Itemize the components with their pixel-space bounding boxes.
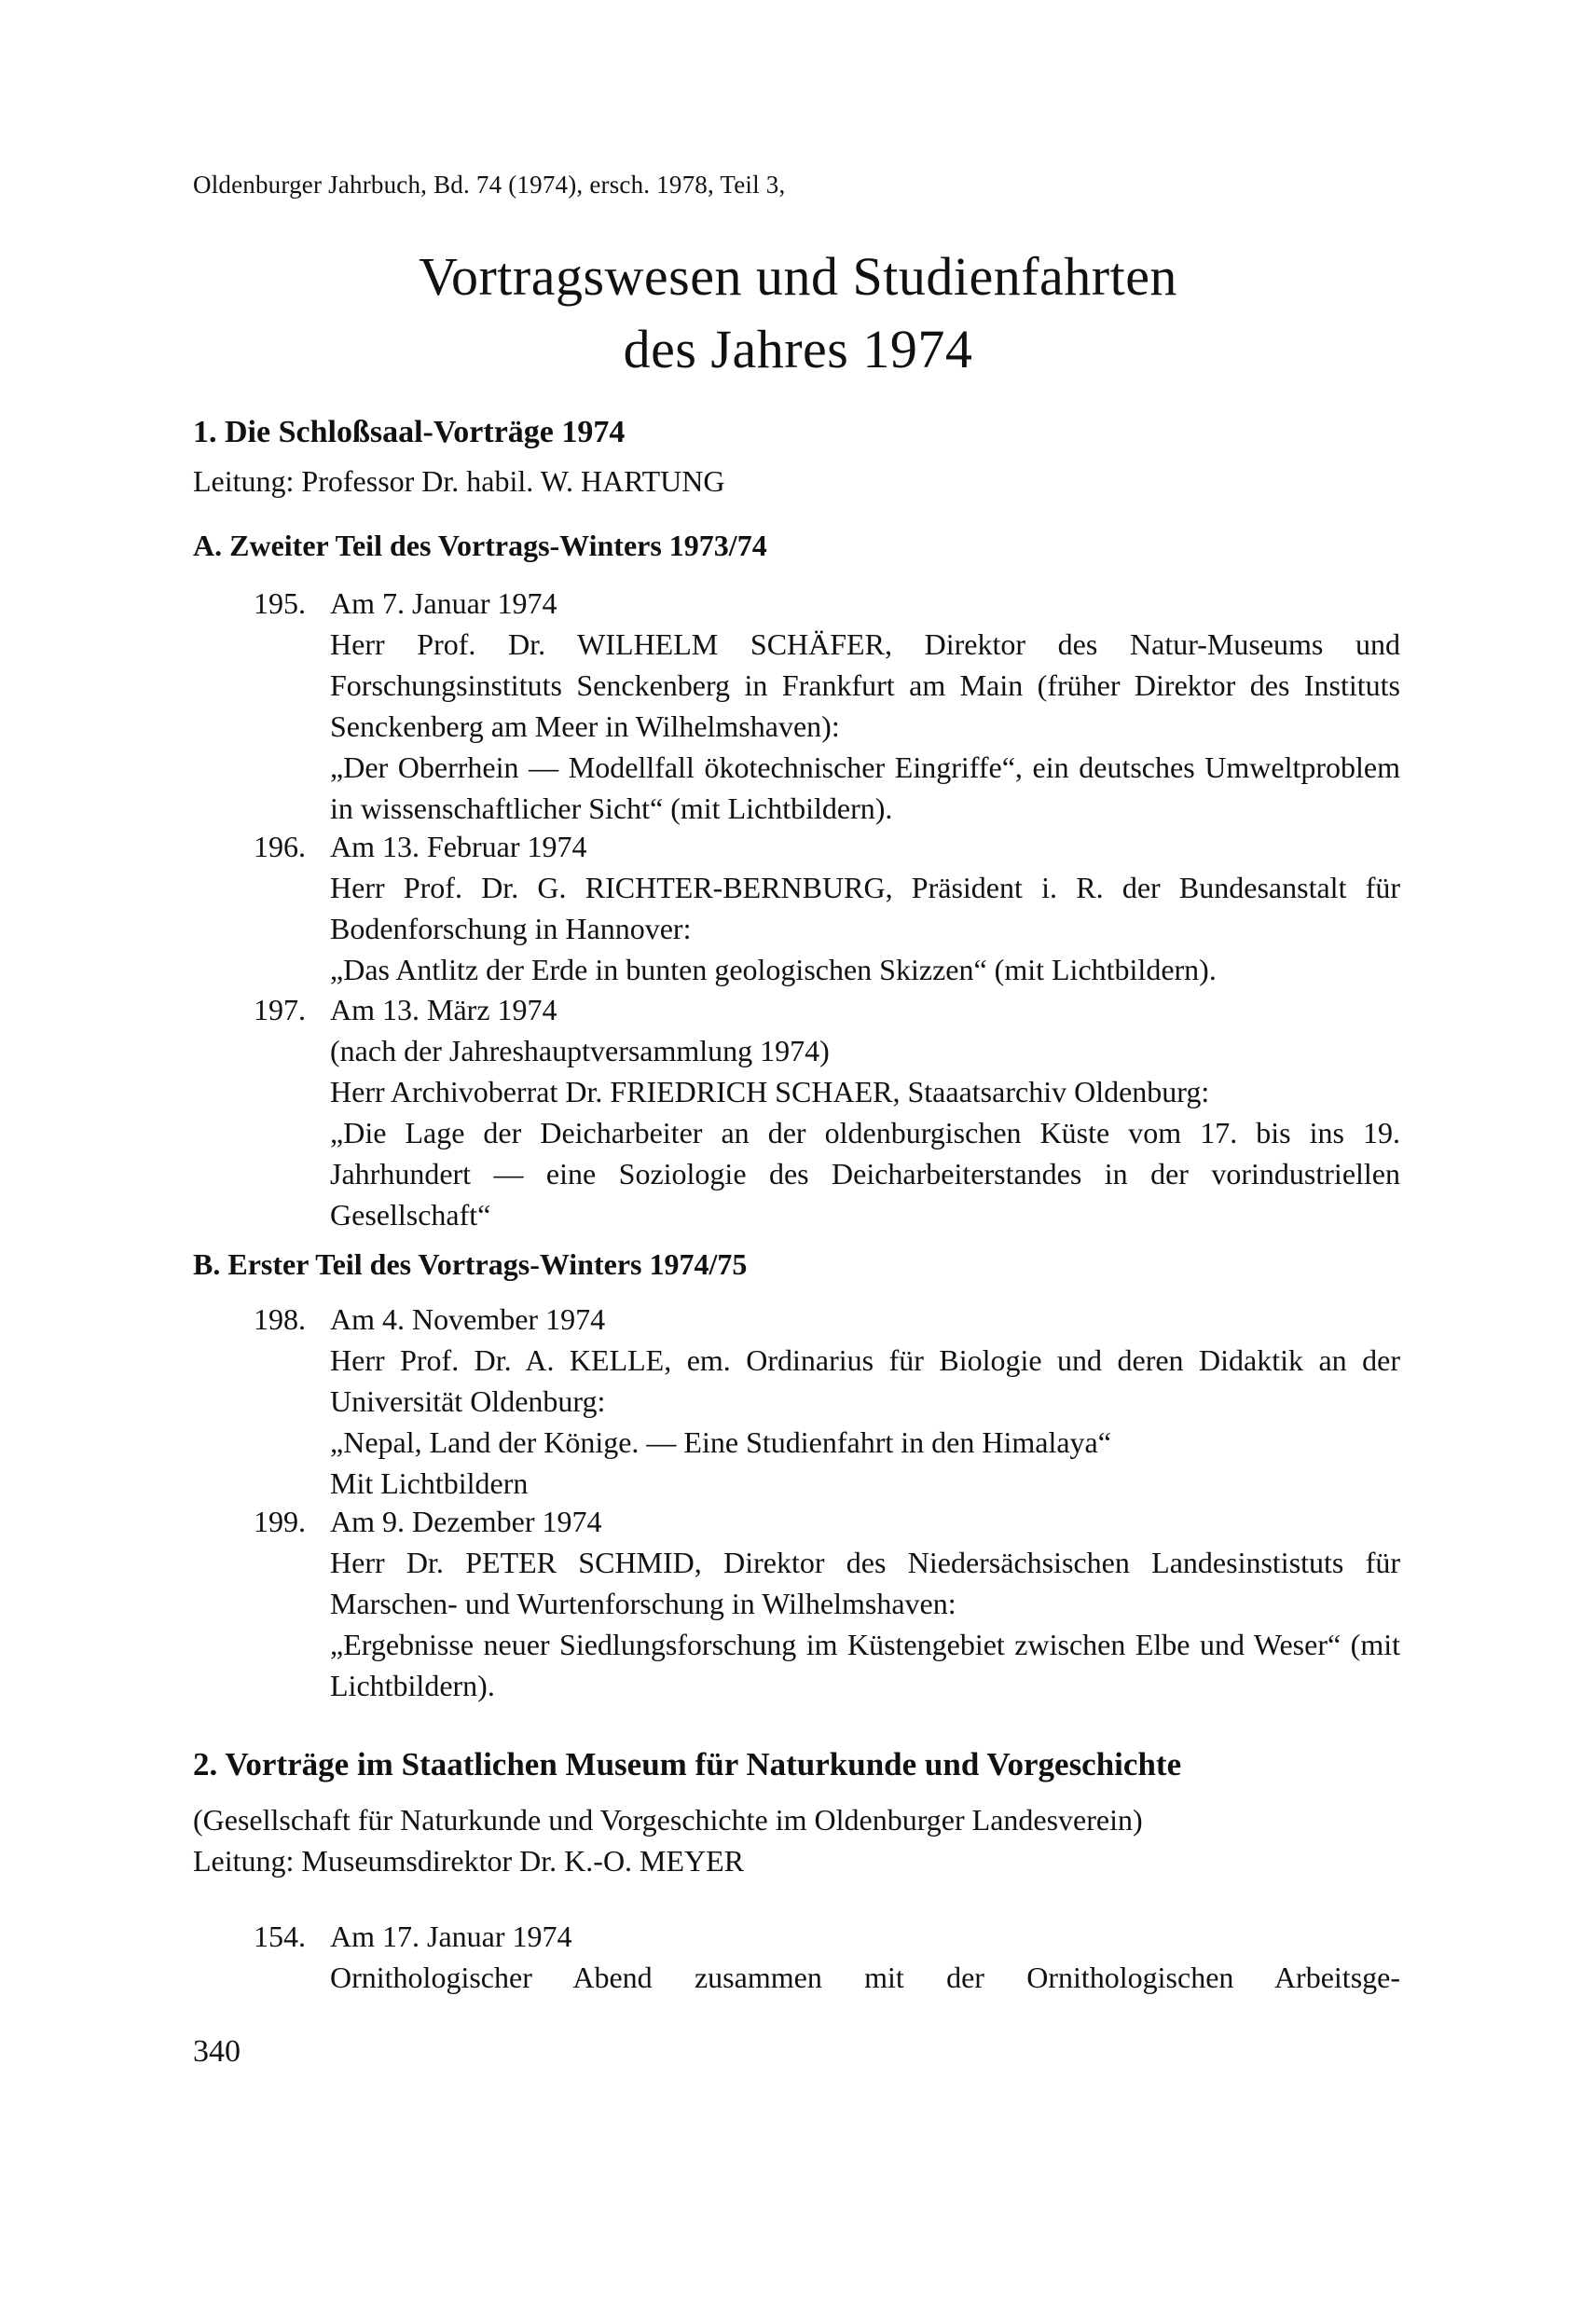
entry-date: Am 4. November 1974 xyxy=(330,1302,606,1336)
entry-line: Herr Prof. Dr. WILHELM SCHÄFER, Direktor des Natur-Museums und Forschungsinstituts Senckenberg in Frankfurt am Main (früher Direktor des Instituts Senckenberg am Meer in Wilhelmshaven): xyxy=(330,627,1400,743)
section-2-heading: 2. Vorträge im Staatlichen Museum für Naturkunde und Vorgeschichte xyxy=(193,1746,1182,1782)
entry-date: Am 17. Januar 1974 xyxy=(330,1920,572,1953)
entry-date: Am 7. Januar 1974 xyxy=(330,586,557,620)
entry-body xyxy=(330,1030,1400,1235)
entry-line: Mit Lichtbildern xyxy=(330,1466,529,1500)
page-title xyxy=(0,241,1596,386)
entry-number: 198. xyxy=(254,1302,306,1336)
entry-body xyxy=(330,1542,1400,1706)
title-line-2: des Jahres 1974 xyxy=(623,319,973,379)
entry-body xyxy=(330,1957,1400,1998)
entry-line: „Der Oberrhein — Modellfall ökotechnischer Eingriffe“, ein deutsches Umweltproblem in wissenschaftlicher Sicht“ (mit Lichtbildern). xyxy=(330,750,1400,825)
page-number: 340 xyxy=(193,2034,241,2069)
entry-154 xyxy=(254,1916,1400,1998)
entry-body xyxy=(330,1340,1400,1504)
section-2-sub: (Gesellschaft für Naturkunde und Vorgeschichte im Oldenburger Landesverein) xyxy=(193,1803,1143,1837)
entry-line: „Die Lage der Deicharbeiter an der oldenburgischen Küste vom 17. bis ins 19. Jahrhundert — eine Soziologie des Deicharbeiterstandes in der vorindustriellen Gesellschaft“ xyxy=(330,1116,1400,1232)
entry-line: Herr Archivoberrat Dr. FRIEDRICH SCHAER, Staaatsarchiv Oldenburg: xyxy=(330,1075,1210,1108)
entry-197 xyxy=(254,989,1400,1235)
entry-199 xyxy=(254,1501,1400,1706)
entry-line: (nach der Jahreshauptversammlung 1974) xyxy=(330,1034,830,1067)
entry-line: „Das Antlitz der Erde in bunten geologischen Skizzen“ (mit Lichtbildern). xyxy=(330,953,1217,986)
entry-198 xyxy=(254,1299,1400,1504)
entry-number: 197. xyxy=(254,993,306,1026)
entry-body xyxy=(330,624,1400,829)
entry-date: Am 13. März 1974 xyxy=(330,993,557,1026)
entry-number: 196. xyxy=(254,830,306,863)
entry-line: „Ergebnisse neuer Siedlungsforschung im Küstengebiet zwischen Elbe und Weser“ (mit Lichtbildern). xyxy=(330,1628,1400,1702)
entry-date: Am 9. Dezember 1974 xyxy=(330,1505,602,1538)
entry-195 xyxy=(254,583,1400,829)
section-1-heading: 1. Die Schloßsaal-Vorträge 1974 xyxy=(193,415,626,449)
section-2-lead: Leitung: Museumsdirektor Dr. K.-O. MEYER xyxy=(193,1844,745,1878)
entry-196 xyxy=(254,826,1400,990)
entry-line: Herr Dr. PETER SCHMID, Direktor des Niedersächsischen Landesinstistuts für Marschen- und Wurtenforschung in Wilhelmshaven: xyxy=(330,1546,1400,1620)
entry-body xyxy=(330,867,1400,990)
entry-line: „Nepal, Land der Könige. — Eine Studienfahrt in den Himalaya“ xyxy=(330,1425,1111,1459)
entry-line: Ornithologischer Abend zusammen mit der Ornithologischen Arbeitsge- xyxy=(330,1961,1400,1994)
section-1-lead: Leitung: Professor Dr. habil. W. HARTUNG xyxy=(193,464,725,498)
running-header: Oldenburger Jahrbuch, Bd. 74 (1974), ersch. 1978, Teil 3, xyxy=(193,171,786,199)
title-line-1: Vortragswesen und Studienfahrten xyxy=(419,246,1177,307)
entry-number: 154. xyxy=(254,1920,306,1953)
entry-number: 195. xyxy=(254,586,306,620)
part-a-heading: A. Zweiter Teil des Vortrags-Winters 1973/74 xyxy=(193,529,767,562)
entry-date: Am 13. Februar 1974 xyxy=(330,830,587,863)
part-b-heading: B. Erster Teil des Vortrags-Winters 1974/75 xyxy=(193,1247,748,1281)
entry-number: 199. xyxy=(254,1505,306,1538)
entry-line: Herr Prof. Dr. G. RICHTER-BERNBURG, Präsident i. R. der Bundesanstalt für Bodenforschung in Hannover: xyxy=(330,871,1400,945)
entry-line: Herr Prof. Dr. A. KELLE, em. Ordinarius für Biologie und deren Didaktik an der Universität Oldenburg: xyxy=(330,1343,1400,1418)
